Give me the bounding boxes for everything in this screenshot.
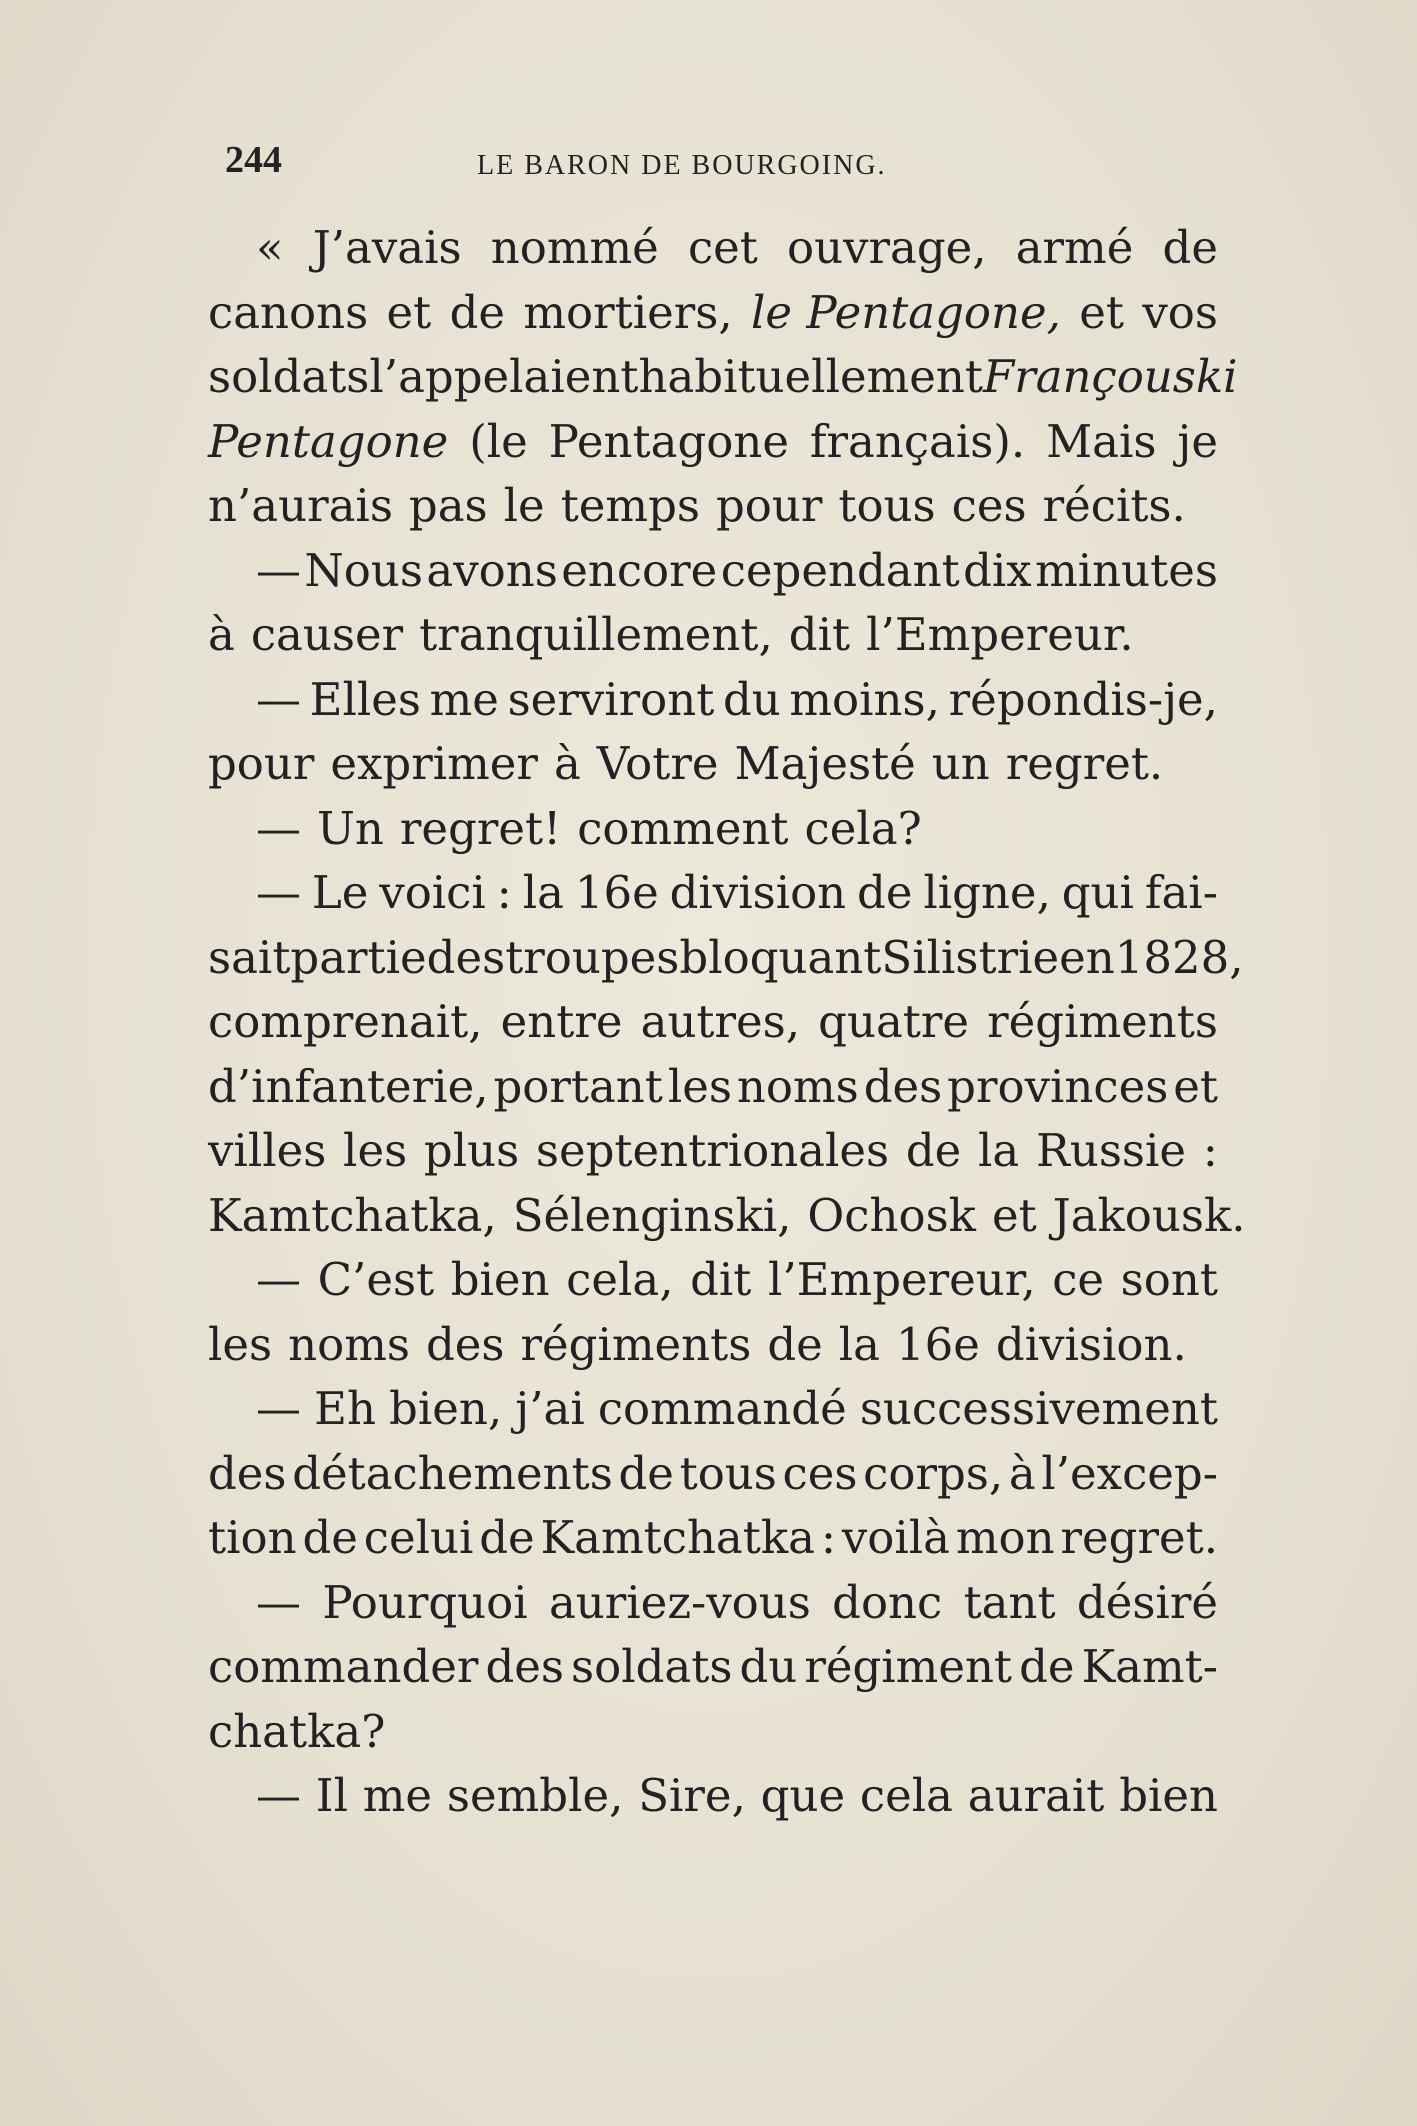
word: donc xyxy=(832,1575,943,1629)
word: C’est xyxy=(317,1253,435,1306)
word: auriez-vous xyxy=(548,1575,811,1629)
word: moins, xyxy=(789,672,940,726)
word: les xyxy=(343,1124,408,1177)
text-line xyxy=(208,926,1244,991)
word: soldats xyxy=(571,1640,733,1693)
word: nommé xyxy=(490,221,659,274)
word: répondis-je, xyxy=(948,672,1218,726)
word: de xyxy=(905,1124,962,1177)
word: — xyxy=(256,866,301,919)
word: quatre xyxy=(818,995,970,1048)
word: cependant xyxy=(720,543,960,597)
word: ce xyxy=(1052,1253,1105,1306)
word: troupes xyxy=(505,930,680,984)
word: détachements xyxy=(292,1446,613,1500)
word: minutes xyxy=(1035,543,1218,597)
word: — xyxy=(256,1575,301,1629)
running-title: LE BARON DE BOURGOING. xyxy=(477,150,887,181)
word: partie xyxy=(290,930,427,984)
word: Silistrie xyxy=(881,930,1060,984)
word: l’excep- xyxy=(1041,1446,1218,1500)
word: français). xyxy=(809,414,1026,468)
text-line xyxy=(208,990,1218,1055)
word: armé xyxy=(1015,221,1134,274)
word: bien, xyxy=(389,1382,503,1435)
page-number: 244 xyxy=(225,139,282,181)
word: tranquillement, xyxy=(419,608,773,661)
word: désiré xyxy=(1076,1575,1218,1629)
word: noms xyxy=(288,1317,410,1371)
word: de xyxy=(479,1511,535,1564)
word: portant xyxy=(493,1059,663,1113)
word: corps, xyxy=(863,1446,1004,1500)
word: regret. xyxy=(1060,1511,1218,1564)
word: bien xyxy=(1119,1769,1218,1822)
word: division. xyxy=(995,1317,1187,1371)
word: Kamtchatka, xyxy=(208,1188,497,1242)
word: autres, xyxy=(640,995,801,1048)
word: des xyxy=(208,1446,287,1500)
word: les xyxy=(208,1317,273,1371)
word: regret! xyxy=(399,801,562,855)
word: pour xyxy=(208,737,315,790)
word: tion xyxy=(208,1511,297,1564)
word: serviront xyxy=(507,672,715,726)
word: aurait xyxy=(967,1769,1105,1822)
word: regret. xyxy=(1005,737,1164,790)
word: et xyxy=(1079,285,1125,339)
word: Kamt- xyxy=(1081,1640,1218,1693)
word: canons xyxy=(208,285,369,339)
word: cela xyxy=(859,1769,953,1822)
word: : xyxy=(496,866,512,919)
word: à xyxy=(553,737,581,790)
word: Pentagone xyxy=(208,414,449,468)
word: un xyxy=(931,737,990,790)
text-line xyxy=(208,1377,1218,1442)
word: Le xyxy=(311,866,369,919)
word: — xyxy=(256,1769,301,1822)
word: de xyxy=(618,1446,674,1500)
word: vos xyxy=(1142,285,1218,339)
word: que xyxy=(760,1769,846,1822)
word: commander xyxy=(208,1640,479,1693)
word: sait xyxy=(208,930,291,984)
word: pour xyxy=(715,479,823,532)
word: de xyxy=(302,1511,358,1564)
word: Elles xyxy=(309,672,421,726)
word: Sire, xyxy=(638,1769,746,1822)
word: le xyxy=(503,479,545,532)
word: bloquant xyxy=(679,930,882,984)
word: 1828, xyxy=(1114,930,1244,984)
word: cela? xyxy=(804,801,922,855)
word: tous xyxy=(838,479,936,532)
text-line xyxy=(208,1119,1218,1184)
word: celui xyxy=(363,1511,474,1564)
text-line xyxy=(208,216,1218,281)
body-text xyxy=(208,216,1246,1829)
word: dit xyxy=(690,1253,752,1306)
word: me xyxy=(362,1769,433,1822)
text-line xyxy=(208,1313,1218,1378)
text-line xyxy=(208,1571,1218,1636)
word: et xyxy=(991,1188,1037,1242)
word: : xyxy=(1202,1124,1218,1177)
word: avons xyxy=(426,543,558,597)
word: de xyxy=(1019,1640,1075,1693)
word: régiment xyxy=(804,1640,1013,1693)
text-line xyxy=(208,539,1218,604)
word: — xyxy=(256,1382,301,1435)
word: chatka? xyxy=(208,1704,386,1758)
word: du xyxy=(739,1640,798,1693)
word: : xyxy=(820,1511,836,1564)
word: encore xyxy=(561,543,718,597)
word: division xyxy=(669,866,847,919)
word: Pourquoi xyxy=(322,1575,528,1629)
word: cela, xyxy=(566,1253,674,1306)
word: (le xyxy=(469,414,528,468)
word: voilà xyxy=(841,1511,951,1564)
word: Nous xyxy=(304,543,423,597)
text-line xyxy=(208,603,1218,668)
word: le Pentagone, xyxy=(751,285,1061,339)
text-line xyxy=(208,797,1218,862)
word: entre xyxy=(500,995,623,1048)
word: des xyxy=(485,1640,564,1693)
word: en xyxy=(1059,930,1115,984)
word: Sélenginski, xyxy=(512,1188,792,1242)
text-line xyxy=(208,861,1218,926)
word: Kamtchatka xyxy=(540,1511,815,1564)
word: noms xyxy=(736,1059,859,1113)
word: — xyxy=(256,801,301,855)
word: causer xyxy=(250,608,404,661)
word: à xyxy=(1008,1446,1036,1500)
word: cet xyxy=(687,221,758,274)
word: Majesté xyxy=(734,737,916,790)
word: n’aurais xyxy=(208,479,393,532)
word: commandé xyxy=(597,1382,847,1435)
word: bien xyxy=(450,1253,550,1306)
word: l’Empereur. xyxy=(866,608,1134,661)
word: provinces xyxy=(947,1059,1169,1113)
text-line xyxy=(208,1442,1218,1507)
word: fai- xyxy=(1144,866,1218,919)
word: régiments xyxy=(520,1317,752,1371)
word: Mais xyxy=(1046,414,1157,468)
word: me xyxy=(429,672,499,726)
word: exprimer xyxy=(330,737,538,790)
word: la xyxy=(978,1124,1020,1177)
word: de xyxy=(449,285,506,339)
word: — xyxy=(256,543,301,597)
word: l’appelaient xyxy=(369,350,639,403)
word: temps xyxy=(560,479,700,532)
word: dit xyxy=(788,608,851,661)
word: successivement xyxy=(859,1382,1218,1435)
word: de xyxy=(857,866,913,919)
word: plus xyxy=(423,1124,520,1177)
word: à xyxy=(208,608,235,661)
text-line xyxy=(208,668,1218,733)
word: 16e xyxy=(895,1317,980,1371)
text-line xyxy=(208,1184,1246,1249)
word: Ochosk xyxy=(807,1188,976,1242)
word: — xyxy=(256,1253,301,1306)
text-line xyxy=(208,1248,1218,1313)
word: Votre xyxy=(596,737,719,790)
word: j’ai xyxy=(515,1382,585,1435)
word: Françouski xyxy=(982,350,1238,403)
word: du xyxy=(722,672,781,726)
text-line xyxy=(208,1635,1218,1700)
text-line xyxy=(208,1764,1218,1829)
word: sont xyxy=(1120,1253,1218,1306)
word: soldats xyxy=(208,350,370,403)
word: je xyxy=(1177,414,1218,468)
word: qui xyxy=(1061,866,1134,919)
word: ligne, xyxy=(923,866,1051,919)
word: J’avais xyxy=(312,221,462,274)
text-line xyxy=(208,1700,1218,1765)
word: Un xyxy=(317,801,384,855)
word: tous xyxy=(679,1446,777,1500)
word: et xyxy=(1173,1059,1218,1113)
word: Il xyxy=(315,1769,348,1822)
text-line xyxy=(208,345,1238,410)
word: l’Empereur, xyxy=(767,1253,1036,1306)
word: pas xyxy=(408,479,488,532)
word: Pentagone xyxy=(548,414,789,468)
word: — xyxy=(256,672,301,726)
word: Russie xyxy=(1035,1124,1187,1177)
word: mon xyxy=(955,1511,1055,1564)
word: régiments xyxy=(987,995,1218,1048)
word: villes xyxy=(208,1124,327,1177)
word: Eh xyxy=(314,1382,376,1435)
page-header xyxy=(225,138,985,188)
text-line xyxy=(208,732,1218,797)
word: mortiers, xyxy=(523,285,733,339)
word: d’infanterie, xyxy=(208,1059,489,1113)
word: ces xyxy=(782,1446,858,1500)
word: dix xyxy=(963,543,1032,597)
word: ces xyxy=(951,479,1027,532)
text-line xyxy=(208,410,1218,475)
text-line xyxy=(208,281,1218,346)
word: tant xyxy=(963,1575,1056,1629)
word: comprenait, xyxy=(208,995,483,1048)
text-line xyxy=(208,1055,1218,1120)
word: ouvrage, xyxy=(787,221,987,274)
word: des xyxy=(426,930,506,984)
word: la xyxy=(838,1317,880,1371)
word: de xyxy=(1162,221,1218,274)
word: « xyxy=(256,221,284,274)
word: des xyxy=(425,1317,505,1371)
word: les xyxy=(667,1059,732,1113)
word: des xyxy=(863,1059,943,1113)
word: 16e xyxy=(574,866,659,919)
word: récits. xyxy=(1042,479,1186,532)
word: semble, xyxy=(446,1769,624,1822)
text-line xyxy=(208,1506,1218,1571)
word: de xyxy=(767,1317,823,1371)
word: et xyxy=(386,285,432,339)
word: Jakousk. xyxy=(1052,1188,1246,1242)
text-line xyxy=(208,474,1218,539)
word: septentrionales xyxy=(535,1124,890,1177)
word: la xyxy=(522,866,564,919)
word: habituellement xyxy=(638,350,983,403)
word: comment xyxy=(577,801,789,855)
word: voici xyxy=(379,866,486,919)
